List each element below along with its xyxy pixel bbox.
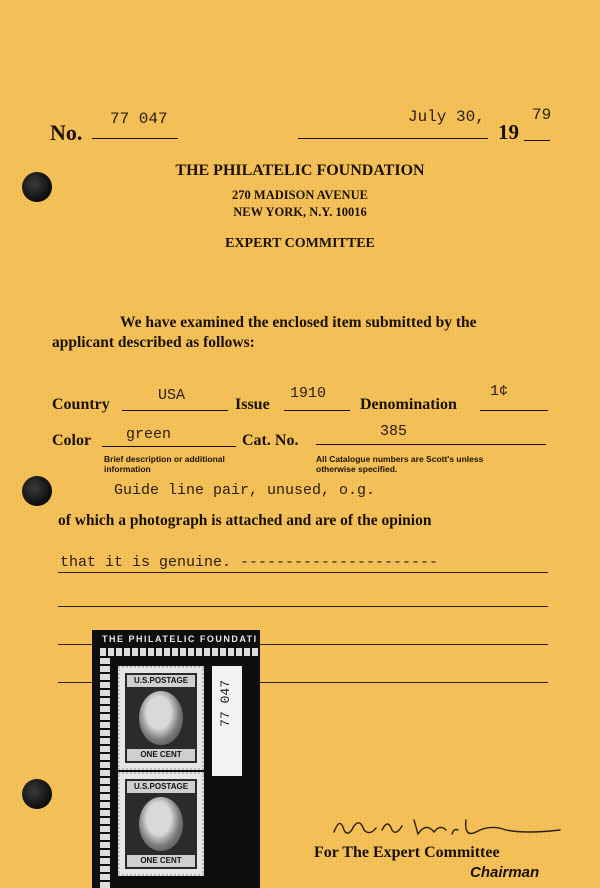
foundation-address-city: NEW YORK, N.Y. 10016 (233, 205, 367, 219)
certificate-year: 79 (532, 106, 552, 124)
color-label: Color (52, 432, 92, 449)
country-label: Country (52, 396, 110, 413)
country-value: USA (158, 387, 186, 404)
item-description: Guide line pair, unused, o.g. (114, 482, 376, 499)
expert-committee-heading: EXPERT COMMITTEE (225, 236, 375, 251)
date-underline (298, 138, 488, 139)
catalogue-number-value: 385 (380, 423, 408, 440)
denomination-value: 1¢ (490, 383, 509, 400)
brief-description-note: Brief description or additional information (104, 454, 225, 474)
blank-line-1 (58, 606, 548, 607)
issue-underline (284, 410, 350, 411)
certificate-date: July 30, (408, 108, 485, 126)
stamp-lower-top-label: U.S.POSTAGE (127, 781, 195, 793)
intro-line-2: applicant described as follows: (52, 334, 255, 351)
color-underline (102, 446, 236, 447)
stamp-photograph (92, 630, 260, 888)
intro-line-1: We have examined the enclosed item submitted by the (120, 314, 477, 331)
stamp-upper-portrait (139, 691, 183, 745)
catalogue-note: All Catalogue numbers are Scott's unless otherwise specified. (316, 454, 484, 474)
footer-committee: For The Expert Committee (314, 844, 500, 861)
stamp-lower (118, 772, 204, 876)
stamp-upper-bottom-label: ONE CENT (127, 749, 195, 761)
color-value: green (126, 426, 172, 443)
photo-alphabet-strip (100, 648, 260, 656)
footer-chairman-title: Chairman (470, 864, 540, 881)
punch-hole-bottom (22, 779, 52, 809)
foundation-address-street: 270 MADISON AVENUE (232, 188, 368, 202)
photo-banner: THE PHILATELIC FOUNDATI (102, 634, 258, 644)
chairman-signature (330, 808, 570, 844)
opinion-label: of which a photograph is attached and are of the opinion (58, 512, 432, 529)
issue-value: 1910 (290, 385, 327, 402)
stamp-lower-portrait (139, 797, 183, 851)
catalogue-number-underline (316, 444, 546, 445)
opinion-underline (58, 572, 548, 573)
photo-certificate-number: 77 047 (218, 680, 233, 727)
denomination-underline (480, 410, 548, 411)
stamp-upper-top-label: U.S.POSTAGE (127, 675, 195, 687)
number-underline (92, 138, 178, 139)
certificate-number: 77 047 (110, 110, 168, 128)
year-underline (524, 140, 550, 141)
year-prefix: 19 (498, 120, 519, 144)
stamp-lower-bottom-label: ONE CENT (127, 855, 195, 867)
country-underline (122, 410, 228, 411)
foundation-name: THE PHILATELIC FOUNDATION (175, 162, 425, 179)
photo-ruler (100, 658, 110, 888)
stamp-upper (118, 666, 204, 770)
opinion-value: that it is genuine. ---------------------- (60, 554, 439, 571)
denomination-label: Denomination (360, 396, 457, 413)
certificate-number-label: No. (50, 120, 83, 145)
punch-hole-middle (22, 476, 52, 506)
catalogue-number-label: Cat. No. (242, 432, 299, 449)
issue-label: Issue (235, 396, 270, 413)
